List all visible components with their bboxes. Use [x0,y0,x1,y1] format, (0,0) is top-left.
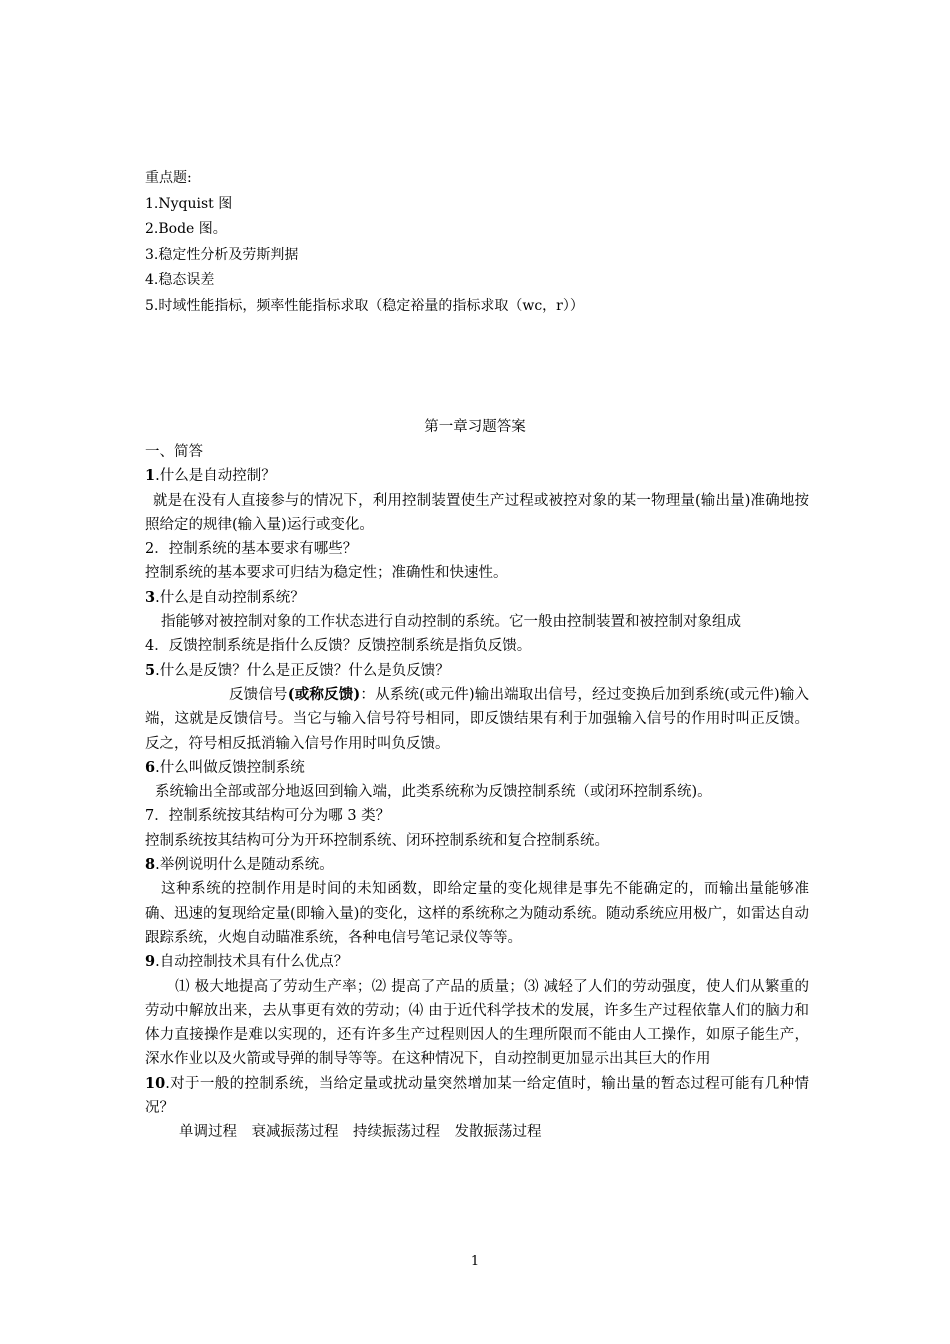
question-text: .什么叫做反馈控制系统 [155,759,305,776]
answer-3: 指能够对被控制对象的工作状态进行自动控制的系统。它一般由控制装置和被控制对象组成 [161,614,741,631]
key-point-item: 2.Bode 图。 [145,221,227,237]
question-number: 10 [145,1074,166,1092]
question-number: 9 [145,953,156,971]
question-10 [145,1072,809,1121]
answer-7: 控制系统按其结构可分为开环控制系统、闭环控制系统和复合控制系统。 [145,832,609,849]
question-text: .什么是反馈？什么是正反馈？什么是负反馈？ [155,662,450,679]
question-7: 7．控制系统按其结构可分为哪 3 类？ [145,808,391,825]
chapter-title: 第一章习题答案 [424,419,526,435]
question-number: 6 [145,758,156,776]
question-1 [145,464,809,488]
answer-2: 控制系统的基本要求可归结为稳定性；准确性和快速性。 [145,565,508,582]
answer-1: 就是在没有人直接参与的情况下，利用控制装置使生产过程或被控对象的某一物理量(输出量)准确地按照给定的规律(输入量)运行或变化。 [145,492,809,533]
answer-6: 系统输出全部或部分地返回到输入端，此类系统称为反馈控制系统（或闭环控制系统)。 [155,784,712,801]
answer-9: ⑴ 极大地提高了劳动生产率；⑵ 提高了产品的质量；⑶ 减轻了人们的劳动强度，使人们从繁重的劳动中解放出来，去从事更有效的劳动；⑷ 由于近代科学技术的发展，许多生产过程依靠人们的脑力和体力直接操作是难以实现的，还有许多生产过程则因人的生理所限而不能由人工操作，如原子能生产，深水作业以及火箭或导弹的制导等等。在这种情况下，自动控制更加显示出其巨大的作用 [145,978,809,1068]
question-5 [145,659,809,683]
question-number: 5 [145,661,156,679]
question-2: 2．控制系统的基本要求有哪些？ [145,541,358,558]
question-text: .自动控制技术具有什么优点？ [155,954,349,971]
question-6 [145,756,809,780]
answer-10: 单调过程 衰减振荡过程 持续振荡过程 发散振荡过程 [179,1124,542,1141]
key-point-item: 5.时域性能指标，频率性能指标求取（稳定裕量的指标求取（wc，r）） [145,297,584,314]
question-number: 1 [145,467,156,485]
question-4: 4．反馈控制系统是指什么反馈？反馈控制系统是指负反馈。 [145,638,532,655]
answer-rest: ：从系统(或元件)输出端取出信号，经过变换后加到系统(或元件)输入端，这就是反馈信号。当它与输入信号符号相同，即反馈结果有利于加强输入信号的作用时叫正反馈。反之，符号相反抵消输入信号作用时叫负反馈。 [145,686,809,752]
key-points-title: 重点题: [145,170,192,186]
qa-content [145,440,809,1145]
question-3 [145,586,809,610]
question-number: 8 [145,856,156,874]
question-number: 3 [145,588,156,606]
answer-5 [145,683,809,756]
answer-term: (或称反馈) [287,685,361,703]
question-text: .举例说明什么是随动系统。 [155,857,334,874]
question-9 [145,950,809,974]
key-point-item: 4.稳态误差 [145,272,215,288]
question-text: .什么是自动控制？ [155,468,276,485]
section-heading: 一、简答 [145,444,203,460]
question-8 [145,853,809,877]
key-point-item: 3.稳定性分析及劳斯判据 [145,246,299,263]
answer-8: 这种系统的控制作用是时间的未知函数，即给定量的变化规律是事先不能确定的，而输出量能够准确、迅速的复现给定量(即输入量)的变化，这样的系统称之为随动系统。随动系统应用极广，如雷达自动跟踪系统，火炮自动瞄准系统，各种电信号笔记录仪等等。 [145,881,809,946]
key-points [145,166,825,319]
question-text: .什么是自动控制系统？ [155,589,305,606]
answer-lead: 反馈信号 [229,686,288,703]
key-point-item: 1.Nyquist 图 [145,195,233,212]
page-number: 1 [470,1254,480,1269]
question-text: .对于一般的控制系统，当给定量或扰动量突然增加某一给定值时，输出量的暂态过程可能有几种情况？ [145,1075,809,1117]
